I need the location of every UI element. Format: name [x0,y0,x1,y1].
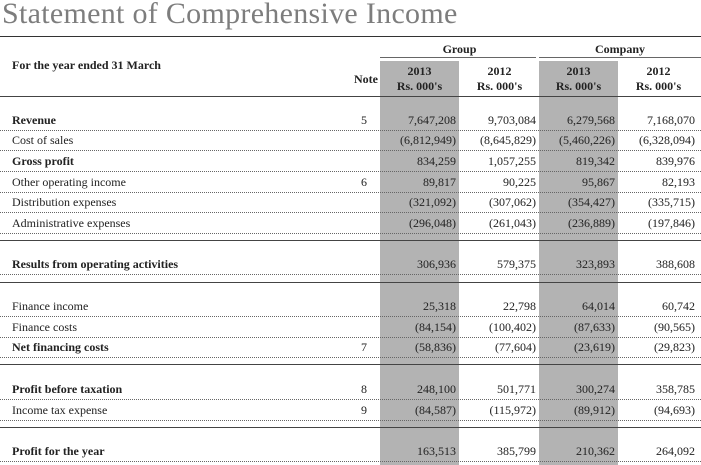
row-note: 9 [361,403,367,417]
table-row [0,337,701,358]
company-header-rule [539,57,701,58]
row-label: Finance costs [12,320,77,334]
row-value: (321,092) [409,195,456,209]
table-row [0,110,701,131]
row-value: (307,062) [489,195,536,209]
row-value: 834,259 [417,154,456,168]
column-year: 2012 [487,64,512,78]
row-value: 839,976 [656,154,695,168]
row-note: 7 [361,340,367,354]
row-value: (6,812,949) [400,133,456,147]
table-row [0,151,701,172]
row-label: Revenue [12,113,56,127]
row-value: (58,836) [415,340,456,354]
row-value: 89,817 [423,175,456,189]
row-separator [0,274,701,275]
table-row [0,130,701,151]
header-rule [0,96,701,97]
row-value: 501,771 [497,382,536,396]
table-row [0,254,701,275]
row-value: 819,342 [576,154,615,168]
row-value: (84,154) [415,320,456,334]
row-note: 8 [361,382,367,396]
row-value: (89,912) [574,403,615,417]
row-note: 6 [361,175,367,189]
row-value: 64,014 [582,299,615,313]
row-value: (29,823) [654,340,695,354]
company-header: Company [594,42,645,56]
row-value: 1,057,255 [488,154,536,168]
row-value: (115,972) [489,403,536,417]
column-unit: Rs. 000's [396,79,443,93]
row-value: 248,100 [417,382,456,396]
row-value: (261,043) [489,216,536,230]
row-label: Other operating income [12,175,126,189]
row-value: (87,633) [574,320,615,334]
table-row [0,172,701,193]
table-row [0,379,701,400]
group-header: Group [442,42,477,56]
column-unit: Rs. 000's [476,79,523,93]
column-year: 2013 [407,64,432,78]
column-header-company-2012 [619,64,698,94]
row-value: 22,798 [503,299,536,313]
row-label: Administrative expenses [12,216,131,230]
note-column-header: Note [354,72,378,86]
table-row [0,213,701,234]
row-label: Income tax expense [12,403,108,417]
period-label: For the year ended 31 March [12,58,161,72]
row-value: (77,604) [495,340,536,354]
column-header-group-2012 [460,64,539,94]
column-year: 2012 [646,64,671,78]
row-note: 5 [361,113,367,127]
table-row [0,296,701,317]
row-value: 388,608 [656,257,695,271]
row-separator [0,357,701,358]
row-value: (5,460,226) [559,133,615,147]
row-value: 210,362 [576,444,615,458]
row-separator [0,420,701,421]
row-value: 95,867 [582,175,615,189]
row-value: 300,274 [576,382,615,396]
row-separator [0,233,701,234]
row-value: 323,893 [576,257,615,271]
table-row [0,192,701,213]
row-value: 9,703,084 [488,113,536,127]
row-label: Results from operating activities [12,257,179,271]
row-value: 7,647,208 [408,113,456,127]
row-value: (335,715) [648,195,695,209]
table-row [0,441,701,462]
column-unit: Rs. 000's [635,79,682,93]
row-value: 90,225 [503,175,536,189]
page-title: Statement of Comprehensive Income [2,0,458,30]
row-value: (94,693) [654,403,695,417]
row-value: 264,092 [656,444,695,458]
row-value: (296,048) [409,216,456,230]
group-header-rule [380,57,536,58]
row-separator [0,461,701,462]
row-label: Gross profit [12,154,74,168]
row-value: (90,565) [654,320,695,334]
row-value: (84,587) [415,403,456,417]
row-label: Profit before taxation [12,382,123,396]
row-label: Net financing costs [12,340,109,354]
row-value: 25,318 [423,299,456,313]
row-value: 163,513 [417,444,456,458]
row-value: 358,785 [656,382,695,396]
table-row [0,400,701,421]
row-value: 579,375 [497,257,536,271]
row-value: (354,427) [568,195,615,209]
row-value: 60,742 [662,299,695,313]
row-value: 306,936 [417,257,456,271]
section-rule [0,282,701,283]
row-value: (197,846) [648,216,695,230]
column-unit: Rs. 000's [555,79,602,93]
column-year: 2013 [566,64,591,78]
row-value: (23,619) [574,340,615,354]
row-label: Distribution expenses [12,195,117,209]
row-value: (100,402) [489,320,536,334]
section-rule [0,427,701,428]
row-label: Profit for the year [12,444,105,458]
table-row [0,317,701,338]
row-value: (6,328,094) [639,133,695,147]
row-value: (8,645,829) [480,133,536,147]
row-value: 6,279,568 [567,113,615,127]
row-value: 7,168,070 [647,113,695,127]
column-header-group-2013 [380,64,459,94]
row-label: Finance income [12,299,89,313]
section-rule [0,364,701,365]
top-rule [0,36,701,37]
row-value: 82,193 [662,175,695,189]
row-label: Cost of sales [12,133,74,147]
row-value: (236,889) [568,216,615,230]
section-rule [0,240,701,241]
row-value: 385,799 [497,444,536,458]
column-header-company-2013 [539,64,618,94]
